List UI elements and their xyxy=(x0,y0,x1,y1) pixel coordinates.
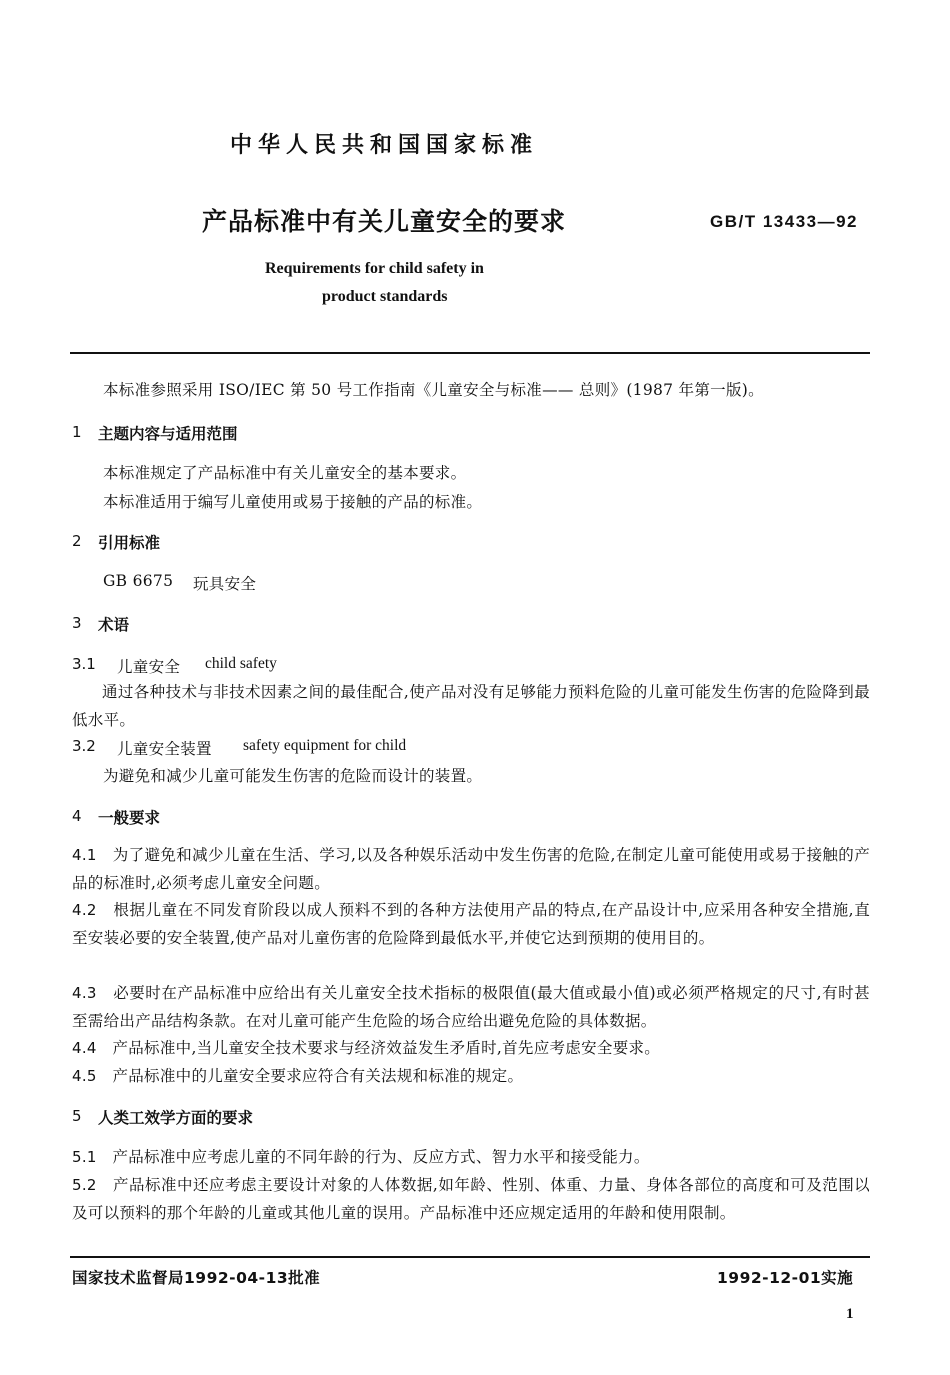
english-title-line2: product standards xyxy=(322,288,448,305)
footer-divider xyxy=(70,1256,870,1258)
approval-line: 国家技术监督局1992-04-13批准 xyxy=(72,1269,321,1287)
clause-number: 4.2 xyxy=(72,901,97,919)
term-3-2-number: 3.2 xyxy=(72,737,96,755)
clause-text: 产品标准中还应考虑主要设计对象的人体数据,如年龄、性别、体重、力量、身体各部位的高度和可及范围以及可以预料的那个年龄的儿童或其他儿童的误用。产品标准中还应规定适用的年龄和使用限制。 xyxy=(72,1176,870,1222)
clause-text: 产品标准中的儿童安全要求应符合有关法规和标准的规定。 xyxy=(112,1067,524,1085)
section-4-title: 一般要求 xyxy=(98,809,161,827)
term-3-1-english: child safety xyxy=(205,655,277,672)
clause-number: 5.2 xyxy=(72,1176,97,1194)
clause-number: 4.4 xyxy=(72,1039,97,1057)
clause-text: 产品标准中,当儿童安全技术要求与经济效益发生矛盾时,首先应考虑安全要求。 xyxy=(112,1039,661,1057)
intro-paragraph: 本标准参照采用 ISO/IEC 第 50 号工作指南《儿童安全与标准—— 总则》(1987 年第一版)。 xyxy=(103,381,764,399)
page-number: 1 xyxy=(846,1306,854,1322)
header-divider xyxy=(70,352,870,354)
clause-number: 5.1 xyxy=(72,1148,97,1166)
term-3-2-chinese: 儿童安全装置 xyxy=(117,740,212,758)
section-3-number: 3 xyxy=(72,614,82,632)
clause-5-2 xyxy=(72,1171,870,1227)
national-standard-heading: 中华人民共和国国家标准 xyxy=(230,133,539,158)
term-3-1-definition: 通过各种技术与非技术因素之间的最佳配合,使产品对没有足够能力预料危险的儿童可能发生伤害的危险降到最低水平。 xyxy=(72,683,870,729)
section-1-paragraph-1: 本标准规定了产品标准中有关儿童安全的基本要求。 xyxy=(103,464,467,482)
term-3-1-number: 3.1 xyxy=(72,655,96,673)
term-3-2-english: safety equipment for child xyxy=(243,737,407,754)
term-3-1-chinese: 儿童安全 xyxy=(117,658,181,676)
section-3-title: 术语 xyxy=(98,616,130,634)
document-title: 产品标准中有关儿童安全的要求 xyxy=(202,207,567,236)
clause-5-1 xyxy=(72,1143,870,1171)
section-1-number: 1 xyxy=(72,423,82,441)
clause-number: 4.1 xyxy=(72,846,97,864)
clause-4-4 xyxy=(72,1034,870,1062)
section-1-paragraph-2: 本标准适用于编写儿童使用或易于接触的产品的标准。 xyxy=(103,493,483,511)
section-5-title: 人类工效学方面的要求 xyxy=(98,1109,254,1127)
section-2-title: 引用标准 xyxy=(98,534,161,552)
clause-4-5 xyxy=(72,1062,870,1090)
effective-date-line: 1992-12-01实施 xyxy=(717,1269,854,1287)
section-4-number: 4 xyxy=(72,807,82,825)
clause-4-3 xyxy=(72,979,870,1035)
clause-text: 为了避免和减少儿童在生活、学习,以及各种娱乐活动中发生伤害的危险,在制定儿童可能使用或易于接触的产品的标准时,必须考虑儿童安全问题。 xyxy=(72,846,870,892)
clause-number: 4.3 xyxy=(72,984,97,1002)
standard-code: GB/T 13433—92 xyxy=(710,212,859,231)
clause-text: 产品标准中应考虑儿童的不同年龄的行为、反应方式、智力水平和接受能力。 xyxy=(112,1148,650,1166)
clause-4-2 xyxy=(72,896,870,952)
clause-text: 根据儿童在不同发育阶段以成人预料不到的各种方法使用产品的特点,在产品设计中,应采用各种安全措施,直至安装必要的安全装置,使产品对儿童伤害的危险降到最低水平,并使它达到预期的使用目的。 xyxy=(72,901,871,947)
referenced-standard-code: GB 6675 xyxy=(103,572,174,590)
english-title-line1: Requirements for child safety in xyxy=(265,260,484,277)
referenced-standard-title: 玩具安全 xyxy=(193,575,257,593)
section-1-title: 主题内容与适用范围 xyxy=(98,425,238,443)
clause-text: 必要时在产品标准中应给出有关儿童安全技术指标的极限值(最大值或最小值)或必须严格规定的尺寸,有时甚至需给出产品结构条款。在对儿童可能产生危险的场合应给出避免危险的具体数据。 xyxy=(72,984,870,1030)
clause-4-1 xyxy=(72,841,870,897)
section-5-number: 5 xyxy=(72,1107,82,1125)
clause-number: 4.5 xyxy=(72,1067,97,1085)
term-3-2-definition: 为避免和减少儿童可能发生伤害的危险而设计的装置。 xyxy=(103,767,483,785)
section-2-number: 2 xyxy=(72,532,82,550)
